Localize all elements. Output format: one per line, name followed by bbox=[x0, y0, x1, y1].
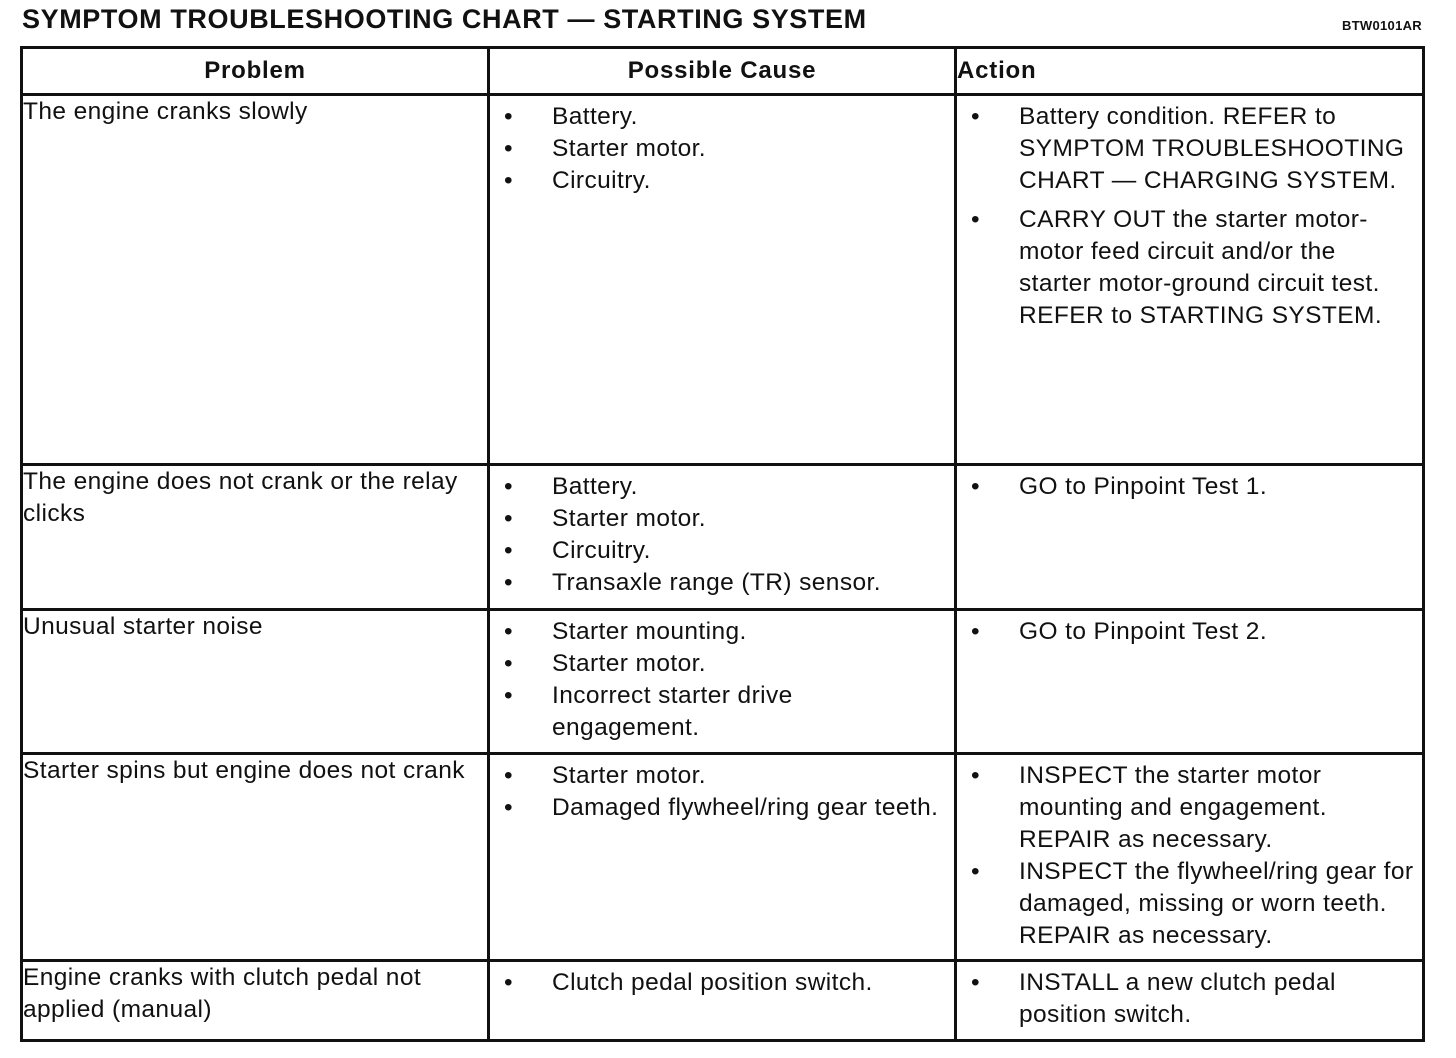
cause-item: • Transaxle range (TR) sensor. bbox=[490, 567, 946, 599]
action-cell bbox=[956, 610, 1424, 754]
cause-item: • Clutch pedal position switch. bbox=[490, 967, 946, 999]
problem-cell: The engine cranks slowly bbox=[22, 95, 489, 465]
action-item: • CARRY OUT the starter motor-motor feed circuit and/or the starter motor-ground circuit test. REFER to STARTING SYSTEM. bbox=[957, 204, 1414, 332]
cause-item: • Starter motor. bbox=[490, 133, 946, 165]
cause-cell bbox=[489, 465, 956, 610]
action-item: • INSTALL a new clutch pedal position switch. bbox=[957, 967, 1414, 1031]
header-row bbox=[22, 48, 1424, 95]
column-header-problem: Problem bbox=[22, 48, 489, 95]
action-item: • INSPECT the flywheel/ring gear for damaged, missing or worn teeth. REPAIR as necessary. bbox=[957, 856, 1414, 952]
troubleshooting-table bbox=[20, 46, 1425, 1042]
cause-item: • Battery. bbox=[490, 471, 946, 503]
action-item: • GO to Pinpoint Test 1. bbox=[957, 471, 1414, 503]
action-cell bbox=[956, 465, 1424, 610]
problem-cell: Engine cranks with clutch pedal not applied (manual) bbox=[22, 961, 489, 1041]
action-cell bbox=[956, 961, 1424, 1041]
figure-code: BTW0101AR bbox=[1342, 18, 1422, 33]
cause-item: • Starter motor. bbox=[490, 648, 946, 680]
table-row bbox=[22, 754, 1424, 961]
table-row bbox=[22, 95, 1424, 465]
action-item: • INSPECT the starter motor mounting and engagement. REPAIR as necessary. bbox=[957, 760, 1414, 856]
cause-cell bbox=[489, 961, 956, 1041]
cause-item: • Damaged flywheel/ring gear teeth. bbox=[490, 792, 946, 824]
table-row bbox=[22, 961, 1424, 1041]
cause-item: • Starter motor. bbox=[490, 503, 946, 535]
column-header-action: Action bbox=[956, 48, 1424, 95]
problem-cell: The engine does not crank or the relay clicks bbox=[22, 465, 489, 610]
cause-cell bbox=[489, 754, 956, 961]
action-cell bbox=[956, 754, 1424, 961]
action-item: • Battery condition. REFER to SYMPTOM TROUBLESHOOTING CHART — CHARGING SYSTEM. bbox=[957, 101, 1414, 197]
problem-cell: Unusual starter noise bbox=[22, 610, 489, 754]
cause-item: • Starter motor. bbox=[490, 760, 946, 792]
cause-item: • Starter mounting. bbox=[490, 616, 946, 648]
cause-item: • Circuitry. bbox=[490, 165, 946, 197]
cause-item: • Circuitry. bbox=[490, 535, 946, 567]
cause-item: • Battery. bbox=[490, 101, 946, 133]
table-row bbox=[22, 465, 1424, 610]
cause-item: • Incorrect starter drive engagement. bbox=[490, 680, 946, 744]
problem-cell: Starter spins but engine does not crank bbox=[22, 754, 489, 961]
cause-cell bbox=[489, 95, 956, 465]
column-header-possible-cause: Possible Cause bbox=[489, 48, 956, 95]
page-title: SYMPTOM TROUBLESHOOTING CHART — STARTING SYSTEM bbox=[22, 4, 867, 34]
action-cell bbox=[956, 95, 1424, 465]
table-row bbox=[22, 610, 1424, 754]
action-item: • GO to Pinpoint Test 2. bbox=[957, 616, 1414, 648]
cause-cell bbox=[489, 610, 956, 754]
